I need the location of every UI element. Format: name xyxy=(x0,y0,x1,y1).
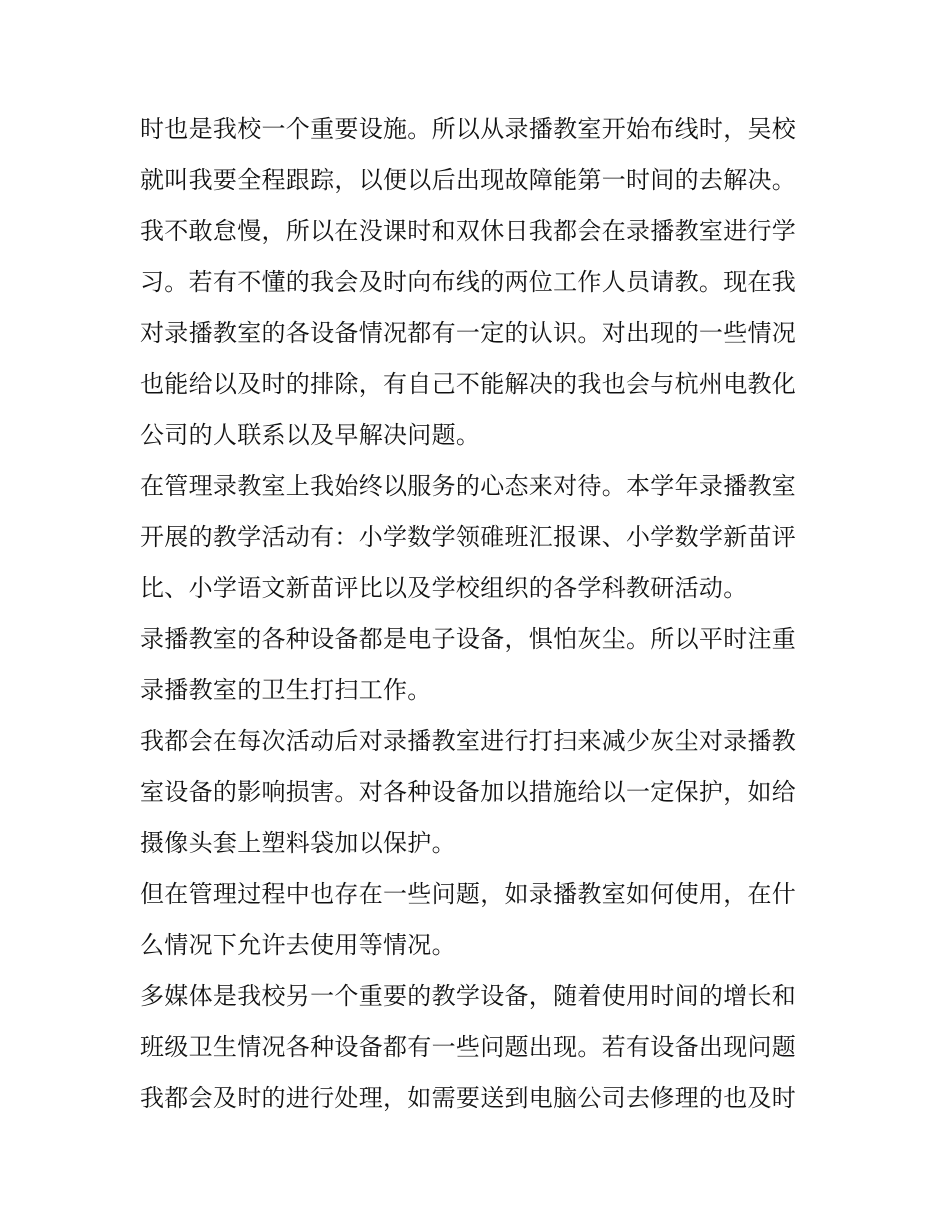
text-line: 室设备的影响损害。对各种设备加以措施给以一定保护，如给 xyxy=(140,778,797,806)
text-line: 公司的人联系以及早解决问题。 xyxy=(140,421,481,449)
text-line: 我都会在每次活动后对录播教室进行打扫来减少灰尘对录播教 xyxy=(140,727,797,755)
text-line: 习。若有不懂的我会及时向布线的两位工作人员请教。现在我 xyxy=(140,268,797,296)
text-line: 么情况下允许去使用等情况。 xyxy=(140,931,456,959)
text-line: 多媒体是我校另一个重要的教学设备，随着使用时间的增长和 xyxy=(140,982,797,1010)
text-line: 开展的教学活动有：小学数学领碓班汇报课、小学数学新苗评 xyxy=(140,523,797,551)
text-line: 录播教室的各种设备都是电子设备，惧怕灰尘。所以平时注重 xyxy=(140,625,797,653)
text-line: 摄像头套上塑料袋加以保护。 xyxy=(140,829,456,857)
text-line: 就叫我要全程跟踪，以便以后出现故障能第一时间的去解决。 xyxy=(140,166,797,194)
text-line: 在管理录教室上我始终以服务的心态来对待。本学年录播教室 xyxy=(140,472,797,500)
text-line: 我不敢怠慢，所以在没课时和双休日我都会在录播教室进行学 xyxy=(140,217,797,245)
text-line: 但在管理过程中也存在一些问题，如录播教室如何使用，在什 xyxy=(140,880,797,908)
text-line: 班级卫生情况各种设备都有一些问题出现。若有设备出现问题 xyxy=(140,1033,797,1061)
text-line: 录播教室的卫生打扫工作。 xyxy=(140,676,432,704)
text-line: 比、小学语文新苗评比以及学校组织的各学科教研活动。 xyxy=(140,574,748,602)
text-line: 时也是我校一个重要设施。所以从录播教室开始布线时，吴校 xyxy=(140,115,797,143)
body-text xyxy=(140,104,820,1124)
text-line: 对录播教室的各设备情况都有一定的认识。对出现的一些情况 xyxy=(140,319,797,347)
text-line: 也能给以及时的排除，有自己不能解决的我也会与杭州电教化 xyxy=(140,370,797,398)
text-line: 我都会及时的进行处理，如需要送到电脑公司去修理的也及时 xyxy=(140,1084,797,1112)
